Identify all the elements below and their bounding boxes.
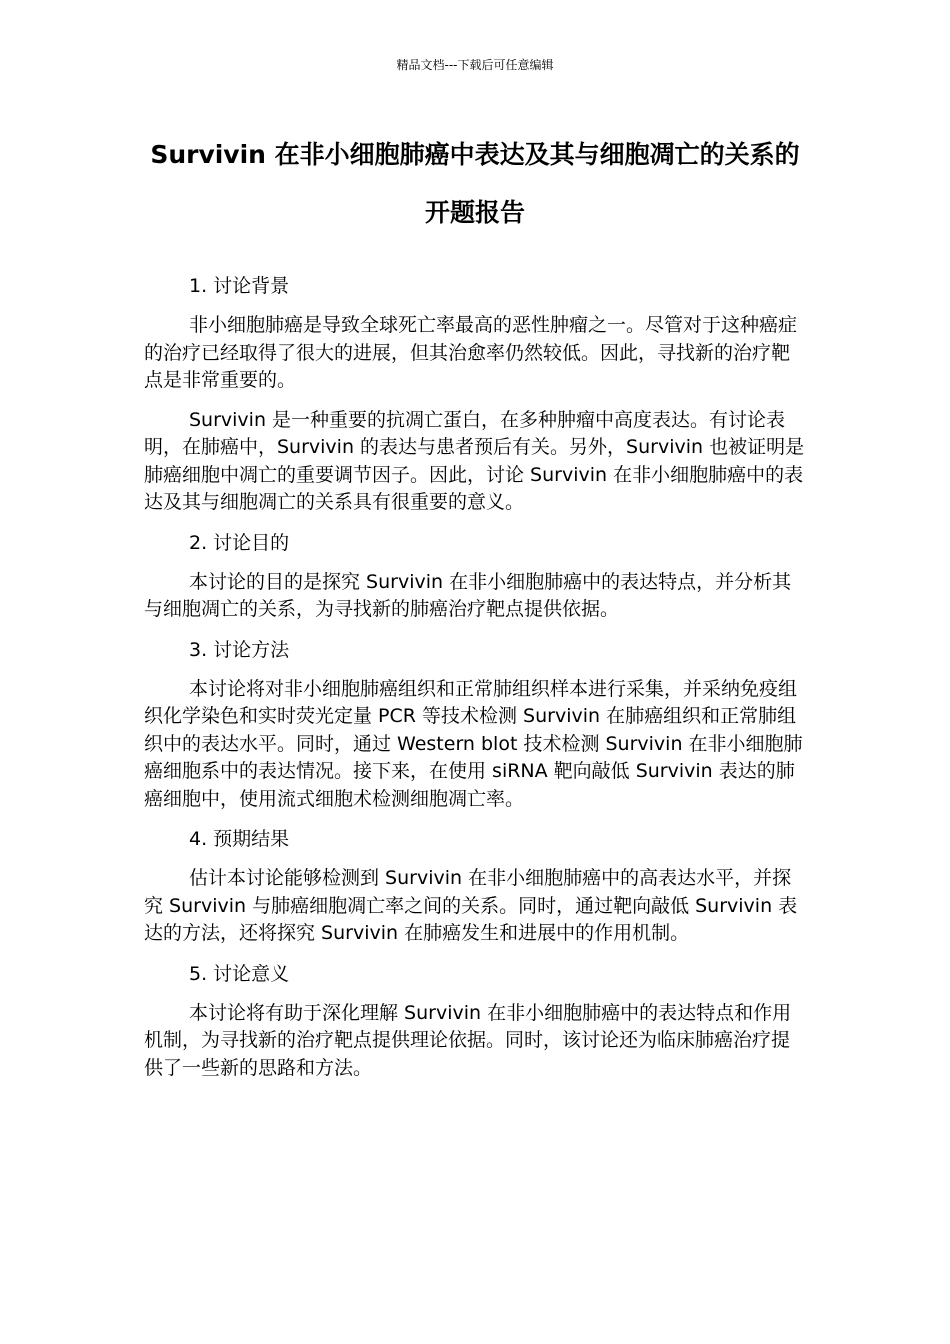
document-body xyxy=(144,272,808,1094)
section-significance xyxy=(144,960,808,1083)
section-methods xyxy=(144,636,808,814)
section-heading: 3. 讨论方法 xyxy=(189,638,290,661)
paragraph: 估计本讨论能够检测到 Survivin 在非小细胞肺癌中的高表达水平，并探究 Survivin 与肺癌细胞凋亡率之间的关系。同时，通过靶向敲低 Survivin 表达的方法，还将探究 Survivin 在肺癌发生和进展中的作用机制。 xyxy=(144,867,798,944)
paragraph: 本讨论的目的是探究 Survivin 在非小细胞肺癌中的表达特点，并分析其与细胞凋亡的关系，为寻找新的肺癌治疗靶点提供依据。 xyxy=(144,570,792,620)
section-heading: 5. 讨论意义 xyxy=(189,962,290,985)
section-heading: 2. 讨论目的 xyxy=(189,531,290,554)
paragraph: 非小细胞肺癌是导致全球死亡率最高的恶性肿瘤之一。尽管对于这种癌症的治疗已经取得了很大的进展，但其治愈率仍然较低。因此，寻找新的治疗靶点是非常重要的。 xyxy=(144,314,798,391)
document-title: Survivin 在非小细胞肺癌中表达及其与细胞凋亡的关系的开题报告 xyxy=(150,140,800,227)
paragraph: 本讨论将对非小细胞肺癌组织和正常肺组织样本进行采集，并采纳免疫组织化学染色和实时荧光定量 PCR 等技术检测 Survivin 在肺癌组织和正常肺组织中的表达水平。同时，通过 Western blot 技术检测 Survivin 在非小细胞肺癌细胞系中的表达情况。接下来，在使用 siRNA 靶向敲低 Survivin 表达的肺癌细胞中，使用流式细胞术检测细胞凋亡率。 xyxy=(144,677,803,810)
header-note: 精品文档---下载后可任意编辑 xyxy=(396,58,554,72)
section-heading: 4. 预期结果 xyxy=(189,828,290,850)
section-heading: 1. 讨论背景 xyxy=(189,275,290,297)
section-background xyxy=(144,272,808,517)
section-purpose xyxy=(144,529,808,624)
section-expected-results xyxy=(144,825,808,948)
paragraph: 本讨论将有助于深化理解 Survivin 在非小细胞肺癌中的表达特点和作用机制，为寻找新的治疗靶点提供理论依据。同时，该讨论还为临床肺癌治疗提供了一些新的思路和方法。 xyxy=(144,1001,792,1079)
paragraph: Survivin 是一种重要的抗凋亡蛋白，在多种肿瘤中高度表达。有讨论表明，在肺癌中，Survivin 的表达与患者预后有关。另外，Survivin 也被证明是肺癌细胞中凋亡的重要调节因子。因此，讨论 Survivin 在非小细胞肺癌中的表达及其与细胞凋亡的关系具有很重要的意义。 xyxy=(144,408,805,513)
